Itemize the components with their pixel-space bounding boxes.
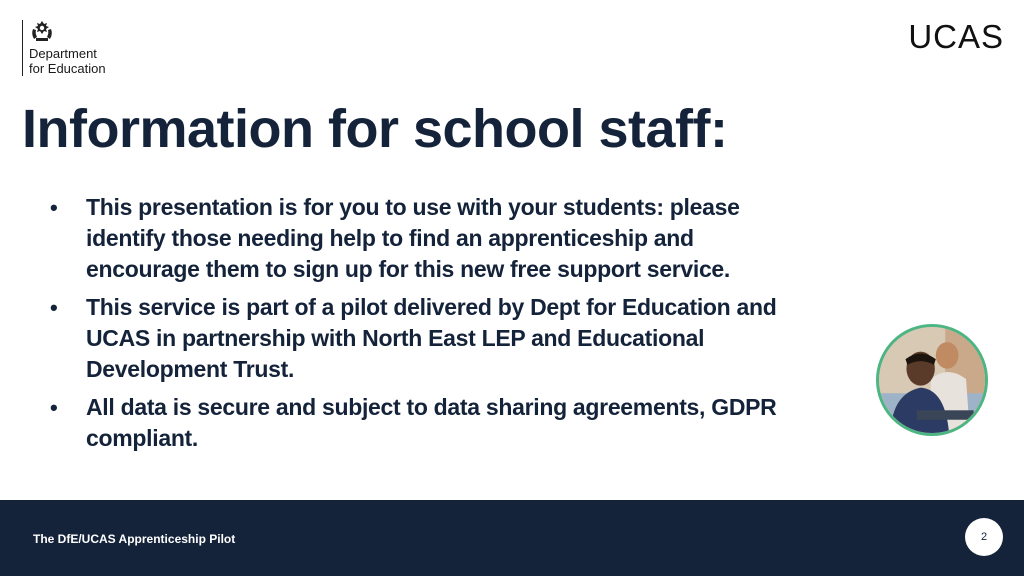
students-photo-image <box>879 327 985 433</box>
ucas-logo: UCAS <box>908 18 1004 55</box>
bullet-text: This service is part of a pilot delivered by Dept for Education and UCAS in partnership with North East LEP and Educational Development Trust. <box>86 294 777 382</box>
bullet-dot: • <box>50 195 58 220</box>
footer-bar <box>0 500 1024 576</box>
bullet-dot: • <box>50 395 58 420</box>
dfe-logo-line1: Department <box>29 46 97 61</box>
bullet-item <box>48 192 788 285</box>
dfe-logo-line2: for Education <box>29 61 106 76</box>
dfe-logo-text <box>29 46 106 76</box>
bullet-item <box>48 392 788 454</box>
bullet-list <box>48 192 788 461</box>
royal-crest-icon <box>29 20 55 42</box>
page-number-badge: 2 <box>965 518 1003 556</box>
page-title: Information for school staff: <box>22 99 728 159</box>
bullet-text: All data is secure and subject to data sharing agreements, GDPR compliant. <box>86 394 777 451</box>
dfe-logo <box>22 20 132 76</box>
footer-title: The DfE/UCAS Apprenticeship Pilot <box>33 532 236 546</box>
bullet-text: This presentation is for you to use with your students: please identify those needing help to find an apprenticeship and encourage them to sign up for this new free support service. <box>86 194 740 282</box>
bullet-dot: • <box>50 295 58 320</box>
logo-divider <box>22 20 23 76</box>
bullet-item <box>48 292 788 385</box>
students-photo <box>876 324 988 436</box>
